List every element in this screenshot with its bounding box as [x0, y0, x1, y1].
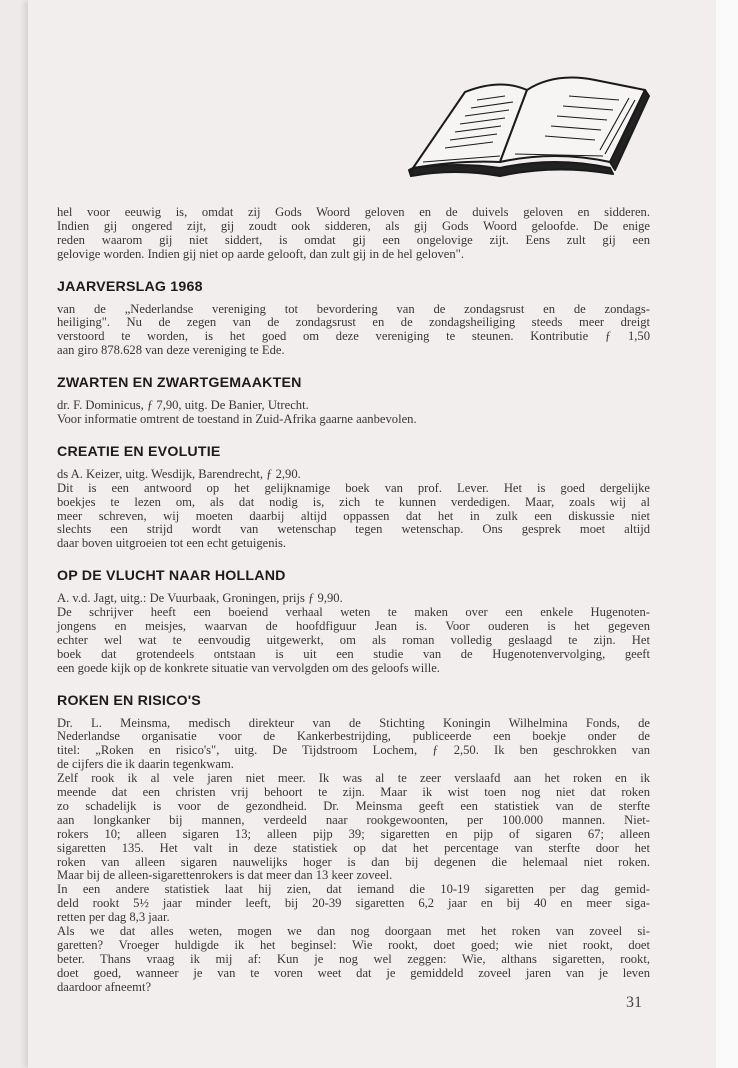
text-line: heiliging". Nu de zegen van de zondagsrust en de zondagsheiliging steeds meer dreigt — [57, 315, 650, 330]
text-line: In een andere statistiek laat hij zien, dat iemand die 10-19 sigaretten per dag gemid- — [57, 882, 650, 897]
text-line: aan longkanker bij mannen, verdeeld naar rookgewoonten, per 100.000 mannen. Niet- — [57, 812, 650, 827]
text-line: garetten? Vroeger huldigde ik het beginsel: Wie rookt, doet goed; wie niet rookt, doet — [57, 937, 650, 952]
text-line: doet goed, wanneer je van te voren weet dat je gemiddeld zoveel jaren van je leven — [57, 965, 650, 980]
article-body — [57, 206, 650, 994]
text-line: beter. Thans vraag ik mij af: Kun je nog wel zeggen: Wie, althans sigaretten, rookt, — [57, 951, 650, 966]
text-line: Zelf rook ik al vele jaren niet meer. Ik was al te zeer verslaafd aan het roken en ik — [57, 771, 650, 786]
text-line: echter wel wat te eenvoudig uitgewerkt, om als roman volledig geslaagd te zijn. Het — [57, 632, 650, 647]
text-line: boek dat grotendeels ontstaan is uit een studie van de Hugenotenvervolging, geeft — [57, 646, 650, 661]
text-line: de cijfers die ik daarin tegenkwam. — [57, 757, 234, 772]
text-line: hel voor eeuwig is, omdat zij Gods Woord geloven en de duivels geloven en sidderen. — [57, 205, 650, 219]
text-line: reden waarom gij niet siddert, is omdat gij een ongelovige zijt. Eens zult gij een — [57, 232, 650, 247]
text-line: ds A. Keizer, uitg. Wesdijk, Barendrecht, ƒ 2,90. — [57, 466, 301, 481]
text-line: verstoord te worden, is het goed om deze vereniging te steunen. Kontributie ƒ 1,50 — [57, 329, 650, 344]
text-line: gelovige worden. Indien gij niet op aarde gelooft, dan zult gij in de hel geloven". — [57, 246, 464, 261]
review-section — [57, 693, 650, 995]
text-line: Voor informatie omtrent de toestand in Zuid-Afrika gaarne aanbevolen. — [57, 412, 417, 427]
text-line: Indien gij ongered zijt, gij zoudt ook sidderen, als gij Gods Woord geloofde. De enige — [57, 218, 650, 233]
text-line: daardoor afneemt? — [57, 979, 152, 994]
text-line: De schrijver heeft een boeiend verhaal weten te maken over een enkele Hugenoten- — [57, 605, 650, 620]
text-line: retten per dag 8,3 jaar. — [57, 910, 170, 925]
text-line: Als we dat alles weten, mogen we dan nog doorgaan met het roken van zoveel si- — [57, 923, 650, 938]
text-line: Nederlandse organisatie voor de Kankerbestrijding, publiceerde een boekje onder de — [57, 729, 650, 744]
review-section — [57, 279, 650, 359]
text-line: roken van alleen sigaren nauwelijks hoger is dan bij degenen die helemaal niet roken. — [57, 854, 650, 869]
page-number: 31 — [626, 994, 642, 1011]
text-line: Dr. L. Meinsma, medisch direkteur van de Stichting Koningin Wilhelmina Fonds, de — [57, 715, 650, 730]
text-line: deld rookt 5½ jaar minder leeft, bij 20-39 sigaretten 6,2 jaar en bij 40 en meer siga- — [57, 896, 650, 911]
section-heading: ROKEN EN RISICO'S — [57, 692, 201, 709]
page-edge — [716, 0, 738, 1068]
text-line: aan giro 878.628 van deze vereniging te Ede. — [57, 343, 285, 358]
text-line: Maar bij de alleen-sigarettenrokers is dat meer dan 13 keer zoveel. — [57, 868, 393, 883]
text-line: meer schreven, wij moeten daarbij altijd oppassen dat het in zulk een diskussie niet — [57, 508, 650, 523]
text-line: van de „Nederlandse vereniging tot bevordering van de zondagsrust en de zondags- — [57, 301, 650, 316]
text-line: slechts een strijd wordt van wetenschap tegen wetenschap. Ons gesprek moet altijd — [57, 522, 650, 537]
text-line: dr. F. Dominicus, ƒ 7,90, uitg. De Banier, Utrecht. — [57, 398, 309, 413]
text-line: boekjes te lezen om, als dat nodig is, zich te kunnen verdedigen. Maar, zoals wij al — [57, 494, 650, 509]
text-line: een goede kijk op de konkrete situatie van vervolgden om des geloofs wille. — [57, 660, 440, 675]
review-section — [57, 444, 650, 551]
section-heading: ZWARTEN EN ZWARTGEMAAKTEN — [57, 375, 302, 392]
open-book-illustration — [405, 50, 650, 185]
section-heading: CREATIE EN EVOLUTIE — [57, 443, 221, 460]
section-heading: JAARVERSLAG 1968 — [57, 278, 203, 295]
text-line: A. v.d. Jagt, uitg.: De Vuurbaak, Groningen, prijs ƒ 9,90. — [57, 591, 343, 606]
text-line: sigaretten 135. Het valt in deze statistiek op dat het percentage van sterfte door het — [57, 840, 650, 855]
review-section — [57, 568, 650, 675]
text-line: titel: „Roken en risico's", uitg. De Tijdstroom Lochem, ƒ 2,50. Ik ben geschrokken van — [57, 743, 650, 758]
text-line: zo schadelijk is voor de gezondheid. Dr. Meinsma geeft een statistiek van de sterfte — [57, 798, 650, 813]
review-section — [57, 375, 650, 427]
text-line: daar boven uitgroeien tot een echt getuigenis. — [57, 536, 287, 551]
section-heading: OP DE VLUCHT NAAR HOLLAND — [57, 568, 286, 585]
intro-paragraph — [57, 206, 650, 262]
text-line: meende dat een christen vrij behoort te zijn. Maar ik wist toen nog niet dat roken — [57, 785, 650, 800]
text-line: jongens en meisjes, waarvan de hoofdfiguur Jean is. Voor ouderen is het gegeven — [57, 619, 650, 634]
text-line: Dit is een antwoord op het gelijknamige boek van prof. Lever. Het is goed dergelijke — [57, 480, 650, 495]
text-line: rokers 10; alleen sigaren 13; alleen pijp 39; sigaretten en pijp of sigaren 67; alleen — [57, 826, 650, 841]
